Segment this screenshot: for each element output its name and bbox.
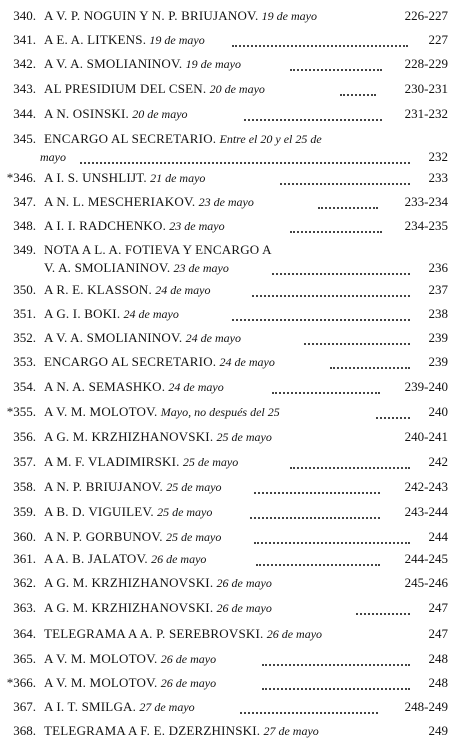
entry-pages: 234-235 [404, 218, 448, 233]
entry-text: A V. A. SMOLIANINOV. 19 de mayo [44, 56, 241, 71]
entry-text: A N. P. BRIUJANOV. 25 de mayo [44, 479, 222, 494]
leader-dots [256, 564, 380, 566]
entry-text: A E. A. LITKENS. 19 de mayo [44, 32, 205, 47]
entry-text: A I. S. UNSHLIJT. 21 de mayo [44, 170, 206, 185]
entry-number: 362. [13, 575, 36, 590]
leader-dots [244, 119, 382, 121]
entry-pages: 248 [428, 651, 448, 666]
entry-pages: 248 [428, 675, 448, 690]
entry-pages: 228-229 [404, 56, 448, 71]
leader-dots [330, 367, 410, 369]
entry-pages: 243-244 [404, 504, 448, 519]
entry-text: NOTA A L. A. FOTIEVA Y ENCARGO A [44, 242, 272, 257]
entry-number: 343. [13, 81, 36, 96]
entry-pages: 240-241 [404, 429, 448, 444]
leader-dots [290, 69, 382, 71]
leader-dots [80, 162, 410, 164]
entry-text: A N. OSINSKI. 20 de mayo [44, 106, 188, 121]
entry-pages: 247 [428, 600, 448, 615]
entry-text: A G. M. KRZHIZHANOVSKI. 26 de mayo [44, 600, 272, 615]
leader-dots [262, 688, 410, 690]
entry-text: A G. M. KRZHIZHANOVSKI. 25 de mayo [44, 429, 272, 444]
leader-dots [376, 417, 410, 419]
entry-text: A R. E. KLASSON. 24 de mayo [44, 282, 211, 297]
entry-number: 350. [13, 282, 36, 297]
entry-number: 361. [13, 551, 36, 566]
leader-dots [280, 183, 410, 185]
leader-dots [290, 467, 410, 469]
entry-text: A V. P. NOGUIN Y N. P. BRIUJANOV. 19 de mayo [44, 8, 317, 23]
entry-pages: 247 [428, 626, 448, 641]
entry-pages: 244-245 [404, 551, 448, 566]
leader-dots [272, 392, 380, 394]
entry-pages: 233-234 [404, 194, 448, 209]
entry-number: 342. [13, 56, 36, 71]
entry-pages: 242 [428, 454, 448, 469]
entry-pages: 239 [428, 330, 448, 345]
entry-number: *355. [6, 404, 36, 419]
entry-number: 347. [13, 194, 36, 209]
leader-dots [304, 343, 410, 345]
entry-pages: 236 [428, 260, 448, 275]
entry-number: 341. [13, 32, 36, 47]
entry-text: A V. A. SMOLIANINOV. 24 de mayo [44, 330, 241, 345]
leader-dots [232, 319, 410, 321]
entry-number: 365. [13, 651, 36, 666]
entry-text: A N. A. SEMASHKO. 24 de mayo [44, 379, 224, 394]
leader-dots [254, 542, 410, 544]
entry-number: 345. [13, 131, 36, 146]
entry-number: 356. [13, 429, 36, 444]
entry-pages: 230-231 [404, 81, 448, 96]
leader-dots [272, 273, 410, 275]
entry-number: 344. [13, 106, 36, 121]
entry-pages: 231-232 [404, 106, 448, 121]
entry-number: 340. [13, 8, 36, 23]
entry-number: 357. [13, 454, 36, 469]
entry-text: A B. D. VIGUILEV. 25 de mayo [44, 504, 213, 519]
entry-number: 358. [13, 479, 36, 494]
entry-number: 349. [13, 242, 36, 257]
entry-number: 360. [13, 529, 36, 544]
entry-text: TELEGRAMA A A. P. SEREBROVSKI. 26 de mayo [44, 626, 323, 641]
entry-text: ENCARGO AL SECRETARIO. 24 de mayo [44, 354, 275, 369]
leader-dots [252, 295, 410, 297]
leader-dots [290, 231, 382, 233]
entry-text: A V. M. MOLOTOV. 26 de mayo [44, 651, 217, 666]
entry-text: A N. L. MESCHERIAKOV. 23 de mayo [44, 194, 254, 209]
entry-pages: 249 [428, 723, 448, 738]
entry-pages: 240 [428, 404, 448, 419]
entry-number: 354. [13, 379, 36, 394]
leader-dots [254, 492, 380, 494]
entry-pages: 245-246 [404, 575, 448, 590]
entry-number: 368. [13, 723, 36, 738]
entry-pages: 237 [428, 282, 448, 297]
leader-dots [232, 45, 408, 47]
leader-dots [318, 207, 378, 209]
leader-dots [340, 94, 376, 96]
leader-dots [250, 517, 380, 519]
entry-text: A G. M. KRZHIZHANOVSKI. 26 de mayo [44, 575, 272, 590]
entry-number: 348. [13, 218, 36, 233]
entry-number: 367. [13, 699, 36, 714]
entry-text: AL PRESIDIUM DEL CSEN. 20 de mayo [44, 81, 265, 96]
entry-continuation: V. A. SMOLIANINOV. 23 de mayo [44, 260, 229, 275]
entry-pages: 239 [428, 354, 448, 369]
entry-number: *346. [6, 170, 36, 185]
entry-text: A A. B. JALATOV. 26 de mayo [44, 551, 207, 566]
entry-pages: 233 [428, 170, 448, 185]
entry-text: A G. I. BOKI. 24 de mayo [44, 306, 179, 321]
leader-dots [356, 613, 410, 615]
entry-number: 364. [13, 626, 36, 641]
entry-text: A I. T. SMILGA. 27 de mayo [44, 699, 195, 714]
entry-pages: 238 [428, 306, 448, 321]
entry-text: A V. M. MOLOTOV. Mayo, no después del 25 [44, 404, 280, 419]
entry-number: 352. [13, 330, 36, 345]
entry-pages: 226-227 [404, 8, 448, 23]
entry-text: ENCARGO AL SECRETARIO. Entre el 20 y el 25 de [44, 131, 322, 146]
entry-number: 363. [13, 600, 36, 615]
entry-text: A M. F. VLADIMIRSKI. 25 de mayo [44, 454, 239, 469]
leader-dots [240, 712, 378, 714]
entry-pages: 227 [428, 32, 448, 47]
entry-pages: 239-240 [404, 379, 448, 394]
entry-pages: 232 [428, 149, 448, 164]
entry-pages: 248-249 [404, 699, 448, 714]
entry-text: A V. M. MOLOTOV. 26 de mayo [44, 675, 217, 690]
entry-number: *366. [6, 675, 36, 690]
entry-text: A N. P. GORBUNOV. 25 de mayo [44, 529, 222, 544]
entry-pages: 242-243 [404, 479, 448, 494]
entry-text: TELEGRAMA A F. E. DZERZHINSKI. 27 de mayo [44, 723, 319, 738]
entry-text: A I. I. RADCHENKO. 23 de mayo [44, 218, 225, 233]
entry-continuation: mayo [40, 150, 66, 164]
entry-number: 359. [13, 504, 36, 519]
entry-number: 353. [13, 354, 36, 369]
entry-number: 351. [13, 306, 36, 321]
entry-pages: 244 [428, 529, 448, 544]
leader-dots [262, 664, 410, 666]
